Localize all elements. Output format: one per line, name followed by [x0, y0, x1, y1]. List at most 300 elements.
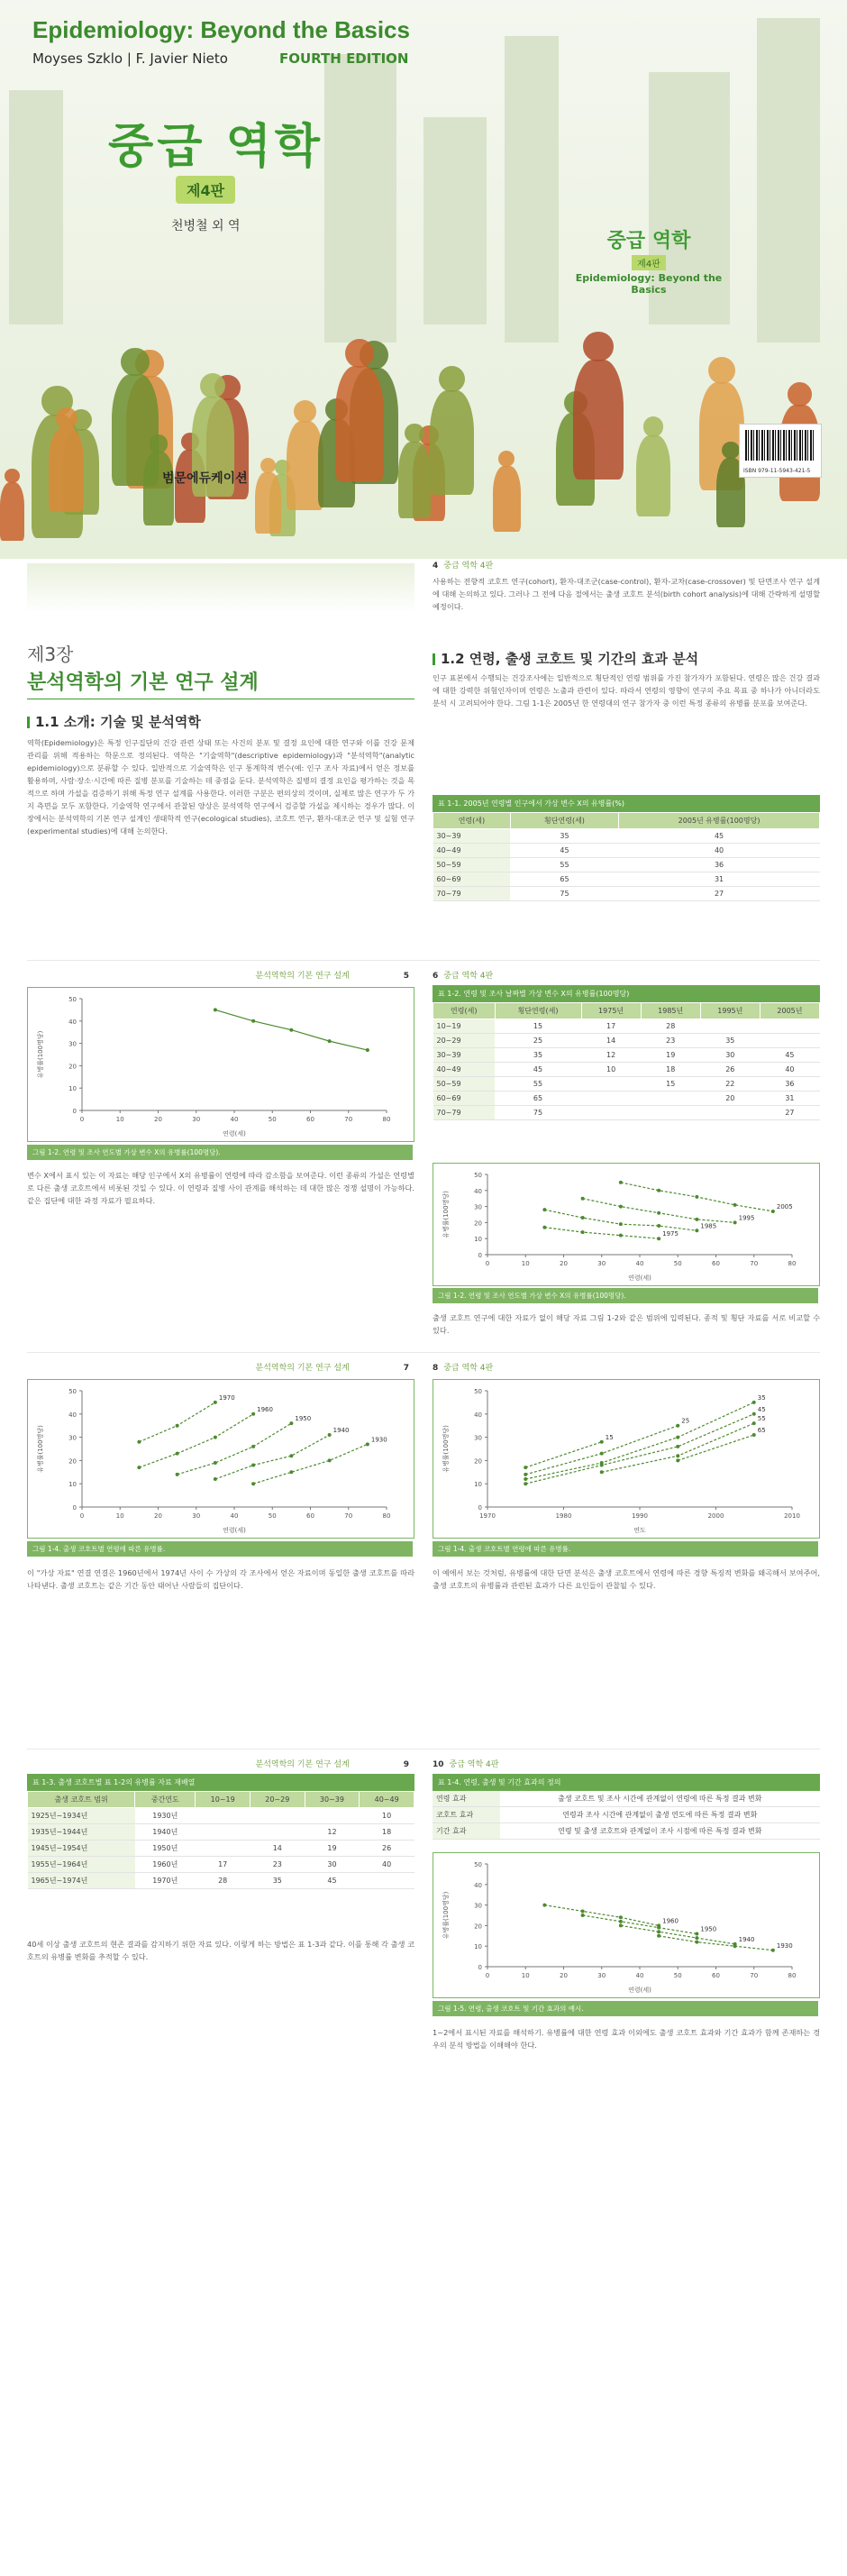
data-point: [600, 1470, 604, 1474]
running-head: 6 중급 역학 4판: [433, 972, 494, 981]
table-cell: 17: [196, 1857, 250, 1873]
person-figure: [255, 472, 281, 534]
intro-text: 사용하는 전향적 코호트 연구(cohort), 환자-대조군(case-control), 환자-교차(case-crossover) 및 단면조사 연구 설계에 대해 논의하고 있다. 그러나 그 전에 다음 절에서는 출생 코호트 분석(birth cohort analysis)에 대해 간략하게 설명할 예정이다.: [433, 577, 820, 611]
isbn-barcode: [739, 424, 822, 478]
series-label: 1970: [218, 1393, 235, 1402]
edition-badge: 제4판: [176, 176, 235, 204]
figure-1-5: [433, 1852, 820, 1998]
table-cell: 70~79: [433, 887, 511, 901]
data-point: [619, 1234, 623, 1238]
table-cell: 70~79: [433, 1106, 496, 1120]
table-cell: 31: [619, 872, 820, 887]
table-row: [28, 1824, 414, 1841]
data-point: [657, 1211, 660, 1215]
table-row: [28, 1808, 414, 1824]
table-title: 표 1-3. 출생 코호트별 표 1-2의 유병률 자료 재배열: [27, 1774, 414, 1791]
body-text: 1~2에서 표시된 자료를 해석하기. 유병률에 대한 연령 효과 이외에도 출생 코호트 효과와 기간 효과가 함께 존재하는 경우의 분석 방법을 이해해야 한다.: [433, 2028, 820, 2050]
page-4: [433, 559, 820, 951]
y-tick-label: 30: [474, 1902, 482, 1910]
x-tick-label: 20: [560, 1972, 568, 1979]
table-cell: 19: [305, 1841, 360, 1857]
column-header: 1975년: [581, 1003, 641, 1019]
column-header: 10~19: [196, 1792, 250, 1808]
y-tick-label: 10: [474, 1481, 482, 1489]
x-tick-label: 80: [788, 1972, 797, 1979]
back-cover-badge: 제4판: [632, 255, 666, 270]
table-row: [433, 844, 820, 858]
table-cell: 18: [641, 1063, 700, 1077]
data-point: [657, 1237, 660, 1240]
data-point: [695, 1218, 698, 1221]
data-point: [619, 1915, 623, 1919]
y-tick-label: 10: [474, 1943, 482, 1951]
x-tick-label: 50: [268, 1512, 277, 1520]
data-point: [619, 1181, 623, 1184]
table-cell: 22: [700, 1077, 760, 1092]
y-tick-label: 20: [68, 1457, 77, 1466]
table-row: [433, 1048, 820, 1063]
data-point: [676, 1424, 679, 1428]
table-title: 표 1-2. 연령 및 조사 날짜별 가상 변수 X의 유병률(100명당): [433, 985, 820, 1002]
y-tick-label: 40: [474, 1411, 482, 1419]
data-point: [600, 1452, 604, 1456]
x-tick-label: 30: [192, 1116, 201, 1123]
table-cell: 65: [495, 1092, 581, 1106]
y-tick-label: 50: [68, 1388, 77, 1395]
data-point: [251, 1482, 255, 1485]
table-cell: 14: [581, 1034, 641, 1048]
table-cell: 50~59: [433, 858, 511, 872]
data-point: [600, 1464, 604, 1467]
body-text: 이 예에서 보는 것처럼, 유병률에 대한 단면 분석은 출생 코호트에서 연령에 따른 경향 특징적 변화를 왜곡해서 보여주어, 출생 코호트의 유병률과 관련된 효과가 다른 요인들이 관찰될 수 있다.: [433, 1568, 820, 1590]
column-header: 2005년 유병률(100명당): [619, 813, 820, 829]
isbn-text: ISBN 979-11-5943-421-5: [743, 468, 811, 474]
table-row: [433, 872, 820, 887]
x-tick-label: 10: [521, 1972, 530, 1979]
series-line: [544, 1905, 659, 1926]
page-5: [27, 969, 414, 1343]
y-tick-label: 0: [478, 1964, 482, 1971]
x-tick-label: 2010: [784, 1512, 800, 1520]
table-cell: 31: [760, 1092, 819, 1106]
person-head: [498, 451, 515, 467]
table-header-row: [28, 1792, 414, 1808]
table-cell: 20: [700, 1092, 760, 1106]
bg-building: [505, 36, 559, 343]
table-cell: 40: [619, 844, 820, 858]
table-row: [433, 1019, 820, 1034]
y-tick-label: 0: [72, 1108, 77, 1115]
table-header-row: [433, 813, 820, 829]
x-tick-label: 80: [788, 1260, 797, 1267]
x-tick-label: 2000: [707, 1512, 724, 1520]
x-tick-label: 10: [521, 1260, 530, 1267]
data-point: [657, 1926, 660, 1930]
data-point: [695, 1941, 698, 1944]
figure-caption: 그림 1-2. 연령 및 조사 연도별 가상 변수 X의 유병률(100명당).: [27, 1145, 413, 1160]
running-head: 분석역학의 기본 연구 설계 9: [255, 1760, 409, 1769]
data-point: [251, 1464, 255, 1467]
person-head: [200, 373, 225, 398]
table-cell: [581, 1077, 641, 1092]
series-label: 1940: [332, 1427, 350, 1435]
page-10: [433, 1758, 820, 2163]
series-line: [215, 1435, 330, 1479]
section-heading: 1.2 연령, 출생 코호트 및 기간의 효과 분석: [433, 649, 698, 668]
x-tick-label: 1990: [632, 1512, 648, 1520]
prevalence-by-survey-table: [433, 1002, 820, 1120]
body-text: 역학(Epidemiology)은 특정 인구집단의 건강 관련 상태 또는 사건의 분포 및 결정 요인에 대한 연구와 이를 건강 문제 관리를 위해 적용하는 학문으로 정의된다. 역학은 "기술역학"(descriptive epidemiology)과 "분석역학"(analytic epidemiology)으로 분류할 수 있다. 일반적으로 기술역학은 인구 통계학적 변수(예: 인구 조사 자료)에서 얻은 정보를 활용하며, 사람·장소·시간에 따른 질병 분포를 기술하는 데 중점을 둔다. 분석역학은 질병의 결정 요인을 평가하는 것을 목적으로 하며 가설을 검증하기 위해 특정 연구 설계를 사용한다. 이러한 구분은 편의상의 것이며, 실제로 많은 연구가 두 가지 측면을 모두 포함한다. 기술역학 연구에서 관찰된 양상은 분석역학 연구에서 검증할 가설을 제시하는 경우가 많다. 이 장에서는 분석역학의 기본 연구 설계인 생태학적 연구(ecological studies), 코호트 연구, 환자-대조군 연구 및 실험 연구(experimental studies)에 대해 논의한다.: [27, 738, 414, 836]
x-tick-label: 0: [485, 1260, 490, 1267]
y-tick-label: 30: [68, 1040, 77, 1048]
person-head: [439, 366, 465, 392]
person-head: [583, 332, 613, 361]
bg-building: [9, 90, 63, 324]
figure-1-3-chart: [28, 1380, 414, 1538]
spread-divider: [27, 1352, 820, 1353]
series-line: [544, 1210, 697, 1230]
column-header: 1985년: [641, 1003, 700, 1019]
series-label: 1940: [738, 1935, 755, 1943]
table-cell: 27: [760, 1106, 819, 1120]
column-header: 출생 코호트 범위: [28, 1792, 135, 1808]
figure-1-2-chart: [433, 1164, 819, 1285]
figure-caption: 그림 1-2. 연령 및 조사 연도별 가상 변수 X의 유병률(100명당).: [433, 1288, 818, 1303]
series-line: [178, 1423, 292, 1475]
series-label: 55: [757, 1415, 766, 1423]
table-cell: 1955년~1964년: [28, 1857, 135, 1873]
person-figure: [573, 360, 624, 480]
person-figure: [112, 374, 159, 486]
y-tick-label: 0: [72, 1504, 77, 1512]
person-head: [260, 458, 276, 473]
table-cell: 연령 및 출생 코호트와 관계없이 조사 시점에 따른 특정 결과 변화: [500, 1823, 820, 1840]
page-8: [433, 1361, 820, 1740]
person-figure: [493, 466, 521, 532]
table-cell: 23: [250, 1857, 305, 1873]
x-tick-label: 40: [230, 1116, 239, 1123]
data-point: [733, 1220, 737, 1224]
chapter-header-image: [27, 563, 414, 613]
table-cell: [760, 1034, 819, 1048]
table-cell: 1940년: [135, 1824, 196, 1841]
column-header: 횡단연령(세): [495, 1003, 581, 1019]
data-point: [524, 1473, 527, 1476]
x-tick-label: 40: [230, 1512, 239, 1520]
table-cell: [250, 1824, 305, 1841]
page-6: [433, 969, 820, 1343]
body-text: 인구 표본에서 수행되는 건강조사에는 일반적으로 횡단적인 연령 범위를 가진 참가자가 포함된다. 연령은 많은 건강 결과에 대한 강력한 위험인자이며 연령은 노출과 관련이 있다. 따라서 연령의 영향이 연구의 주요 목표 중 하나가 아니더라도 분석 시 고려되어야 한다. 그림 1-1은 2005년 한 연령대의 연구 참가자 중 이런 특정 종류의 유병률 분포를 보여준다.: [433, 673, 820, 708]
effects-definition-table: [433, 1791, 820, 1840]
data-point: [328, 1433, 332, 1437]
x-tick-label: 1980: [555, 1512, 572, 1520]
data-point: [619, 1222, 623, 1226]
table-cell: 15: [495, 1019, 581, 1034]
data-point: [676, 1445, 679, 1448]
table-row: [433, 1807, 820, 1823]
table-cell: 40~49: [433, 1063, 496, 1077]
x-tick-label: 0: [79, 1512, 85, 1520]
person-head: [5, 469, 19, 483]
y-tick-label: 50: [474, 1172, 482, 1179]
x-tick-label: 40: [635, 1260, 644, 1267]
table-cell: 55: [510, 858, 618, 872]
cover-authors: Moyses Szklo | F. Javier Nieto: [32, 50, 228, 67]
data-point: [619, 1205, 623, 1209]
x-tick-label: 0: [79, 1116, 85, 1123]
table-cell: 14: [250, 1841, 305, 1857]
table-cell: 19: [641, 1048, 700, 1063]
person-head: [294, 400, 316, 423]
figure-caption: 그림 1-4. 출생 코호트별 연령에 따른 유병률.: [433, 1541, 818, 1557]
table-cell: [196, 1808, 250, 1824]
data-point: [771, 1949, 775, 1952]
figure-1-4: [433, 1379, 820, 1539]
series-line: [583, 1199, 735, 1223]
data-point: [619, 1920, 623, 1923]
data-point: [695, 1195, 698, 1199]
table-cell: 출생 코호트 및 조사 시간에 관계없이 연령에 따른 특정 결과 변화: [500, 1791, 820, 1807]
x-tick-label: 10: [115, 1116, 124, 1123]
table-cell: [250, 1808, 305, 1824]
data-point: [581, 1197, 585, 1201]
table-row: [433, 858, 820, 872]
data-point: [581, 1909, 585, 1913]
data-point: [752, 1421, 756, 1425]
data-point: [251, 1412, 255, 1416]
data-point: [137, 1466, 141, 1469]
data-point: [733, 1944, 737, 1948]
series-label: 65: [757, 1427, 766, 1435]
y-tick-label: 20: [474, 1219, 482, 1228]
table-cell: 50~59: [433, 1077, 496, 1092]
y-tick-label: 10: [68, 1085, 77, 1093]
table-cell: 12: [305, 1824, 360, 1841]
running-head: 분석역학의 기본 연구 설계 5: [255, 972, 409, 981]
column-header: 횡단연령(세): [510, 813, 618, 829]
person-figure: [430, 390, 474, 495]
data-point: [214, 1008, 217, 1011]
x-tick-label: 30: [597, 1972, 606, 1979]
data-point: [542, 1904, 546, 1907]
data-point: [581, 1914, 585, 1917]
table-cell: 26: [360, 1841, 414, 1857]
figure-1-1-chart: [28, 988, 414, 1141]
table-cell: 20~29: [433, 1034, 496, 1048]
table-cell: 1965년~1974년: [28, 1873, 135, 1889]
table-cell: [581, 1092, 641, 1106]
y-tick-label: 40: [68, 1411, 77, 1419]
x-tick-label: 80: [382, 1512, 391, 1520]
figure-1-2: [433, 1163, 820, 1286]
data-point: [600, 1440, 604, 1444]
cover-title-ko: 중급 역학: [108, 120, 324, 174]
table-row: [433, 829, 820, 844]
data-point: [581, 1230, 585, 1234]
column-header: 20~29: [250, 1792, 305, 1808]
table-cell: 36: [760, 1077, 819, 1092]
table-row: [433, 1063, 820, 1077]
data-point: [214, 1477, 217, 1481]
table-cell: [760, 1019, 819, 1034]
series-label: 1985: [700, 1222, 717, 1230]
running-head: 4 중급 역학 4판: [433, 562, 494, 571]
table-cell: 26: [700, 1063, 760, 1077]
data-point: [619, 1923, 623, 1927]
y-tick-label: 50: [474, 1861, 482, 1868]
table-cell: 36: [619, 858, 820, 872]
page-9: [27, 1758, 414, 2163]
cover-translator: 천병철 외 역: [171, 219, 241, 233]
data-point: [214, 1461, 217, 1465]
book-cover: [0, 0, 847, 559]
person-head: [722, 442, 739, 459]
y-tick-label: 10: [68, 1481, 77, 1489]
data-point: [214, 1436, 217, 1439]
x-tick-label: 70: [344, 1116, 353, 1123]
series-label: 35: [757, 1393, 766, 1402]
x-tick-label: 60: [306, 1512, 314, 1520]
data-point: [366, 1442, 369, 1446]
table-cell: 45: [305, 1873, 360, 1889]
y-tick-label: 20: [474, 1457, 482, 1466]
series-label: 1975: [662, 1230, 679, 1238]
data-point: [366, 1048, 369, 1052]
data-point: [676, 1458, 679, 1462]
x-tick-label: 70: [750, 1260, 759, 1267]
table-title: 표 1-1. 2005년 연령별 인구에서 가상 변수 X의 유병률(%): [433, 795, 820, 812]
table-cell: 18: [360, 1824, 414, 1841]
person-head: [788, 382, 812, 406]
table-cell: 55: [495, 1077, 581, 1092]
spread-divider: [27, 960, 820, 961]
x-axis-label: 연령(세): [628, 1987, 651, 1994]
table-cell: 12: [581, 1048, 641, 1063]
back-cover-title-en: Epidemiology: Beyond the Basics: [575, 272, 723, 296]
series-line: [525, 1442, 602, 1467]
series-label: 1930: [370, 1436, 387, 1444]
x-tick-label: 20: [154, 1116, 162, 1123]
series-line: [583, 1915, 697, 1934]
y-axis-label: 유병률(100명당): [37, 1030, 44, 1079]
data-point: [328, 1458, 332, 1462]
bg-building: [757, 18, 820, 343]
bg-building: [424, 117, 487, 324]
x-tick-label: 70: [344, 1512, 353, 1520]
section-heading: 1.1 소개: 기술 및 분석역학: [27, 712, 201, 731]
x-tick-label: 10: [115, 1512, 124, 1520]
y-tick-label: 50: [474, 1388, 482, 1395]
table-cell: [305, 1808, 360, 1824]
cover-publisher: 범문에듀케이션: [162, 471, 248, 486]
table-cell: 23: [641, 1034, 700, 1048]
person-head: [708, 357, 735, 384]
running-head: 분석역학의 기본 연구 설계 7: [255, 1364, 409, 1373]
x-tick-label: 60: [712, 1972, 720, 1979]
series-line: [139, 1402, 215, 1442]
series-line: [525, 1426, 678, 1475]
y-tick-label: 30: [68, 1434, 77, 1442]
table-cell: 10~19: [433, 1019, 496, 1034]
data-point: [524, 1477, 527, 1481]
table-row: [28, 1841, 414, 1857]
table-cell: 35: [510, 829, 618, 844]
table-cell: 28: [641, 1019, 700, 1034]
data-point: [176, 1424, 179, 1428]
table-row: [433, 1106, 820, 1120]
body-text: 40세 이상 출생 코호트의 현존 결과를 감지하기 위한 자료 있다. 이렇게 하는 방법은 표 1-3과 같다. 이를 통해 각 출생 코호트의 유병률 변화를 추적할 수 있다.: [27, 1940, 414, 1961]
series-line: [525, 1414, 754, 1484]
data-point: [676, 1454, 679, 1457]
column-header: 2005년: [760, 1003, 819, 1019]
series-label: 1950: [700, 1925, 717, 1933]
table-cell: 75: [510, 887, 618, 901]
y-tick-label: 0: [478, 1252, 482, 1259]
column-header: 연령(세): [433, 813, 511, 829]
series-line: [678, 1435, 754, 1460]
table-cell: 1970년: [135, 1873, 196, 1889]
body-text: 출생 코호트 연구에 대한 자료가 없이 해당 자료 그림 1-2와 같은 범위에 입력된다. 종적 및 횡단 자료를 서로 비교할 수 있다.: [433, 1313, 820, 1335]
y-axis-label: 유병률(100명당): [442, 1425, 450, 1473]
x-tick-label: 60: [712, 1260, 720, 1267]
x-tick-label: 50: [673, 1260, 682, 1267]
running-head: 8 중급 역학 4판: [433, 1364, 494, 1373]
figure-1-5-chart: [433, 1853, 819, 1997]
person-head: [56, 407, 77, 429]
x-axis-label: 연령(세): [223, 1527, 246, 1534]
table-row: [433, 1791, 820, 1807]
y-tick-label: 40: [68, 1018, 77, 1026]
person-figure: [49, 427, 84, 512]
table-cell: 1935년~1944년: [28, 1824, 135, 1841]
x-tick-label: 0: [485, 1972, 490, 1979]
figure-caption: 그림 1-5. 연령, 출생 코호트 및 기간 효과의 예시.: [433, 2001, 818, 2016]
column-header: 30~39: [305, 1792, 360, 1808]
table-cell: 60~69: [433, 872, 511, 887]
table-row: [28, 1857, 414, 1873]
y-axis-label: 유병률(100명당): [442, 1191, 450, 1238]
x-axis-label: 연령(세): [628, 1274, 651, 1282]
table-cell: [641, 1106, 700, 1120]
data-point: [695, 1936, 698, 1940]
x-axis-label: 연도: [633, 1527, 646, 1534]
table-row: [433, 1034, 820, 1048]
prevalence-table: [433, 812, 820, 901]
table-cell: 30: [305, 1857, 360, 1873]
series-label: 15: [605, 1433, 614, 1441]
series-line: [139, 1414, 253, 1467]
data-point: [695, 1932, 698, 1936]
y-tick-label: 30: [474, 1203, 482, 1211]
column-header: 중간연도: [135, 1792, 196, 1808]
table-cell: [196, 1841, 250, 1857]
table-title: 표 1-4. 연령, 출생 및 기간 효과의 정의: [433, 1774, 820, 1791]
figure-caption: 그림 1-4. 출생 코호트별 연령에 따른 유병률.: [27, 1541, 413, 1557]
table-cell: 28: [196, 1873, 250, 1889]
table-cell: 25: [495, 1034, 581, 1048]
data-point: [581, 1216, 585, 1219]
y-tick-label: 20: [68, 1063, 77, 1071]
data-point: [657, 1224, 660, 1228]
table-cell: [196, 1824, 250, 1841]
cover-title-en: Epidemiology: Beyond the Basics: [32, 16, 410, 43]
table-cell: 40: [360, 1857, 414, 1873]
series-line: [621, 1925, 735, 1944]
body-text: 변수 X에서 표시 있는 이 자료는 해당 인구에서 X의 유병률이 연령에 따라 감소함을 보여준다. 이런 종류의 가설은 연령별로 다른 출생 코호트에서 비롯된 것일 수 있다. 이 연령과 질병 사이 관계를 해석하는 데 대한 많은 경쟁 설명이 가능하다. 같은 집단에 대한 과정 자료가 필요하다.: [27, 1171, 414, 1205]
data-point: [695, 1229, 698, 1232]
birth-cohort-table: [27, 1791, 414, 1889]
data-point: [752, 1401, 756, 1404]
